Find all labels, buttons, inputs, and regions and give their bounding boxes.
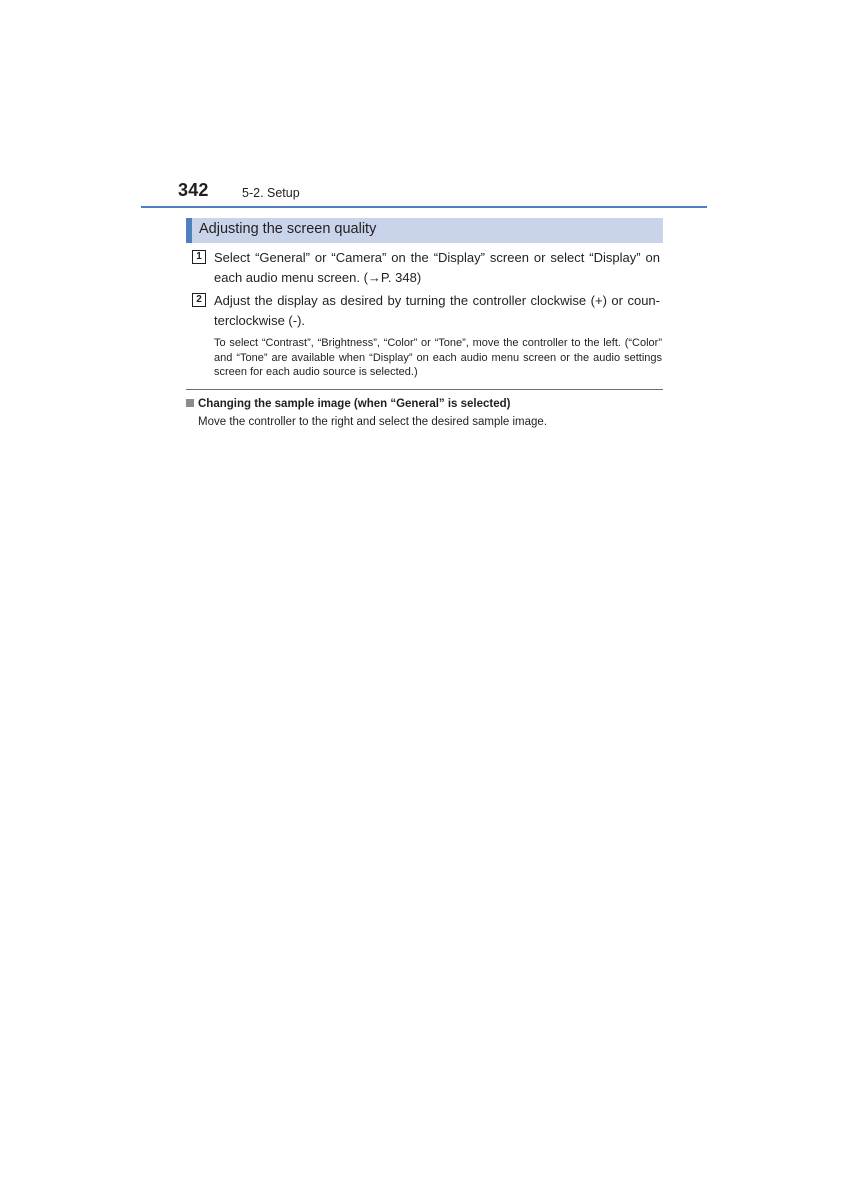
step-number-box: 1: [192, 250, 206, 264]
section-divider: [186, 389, 663, 390]
step-text: Adjust the display as desired by turning the controller clockwise (+) or coun-terclockwise (-).: [214, 293, 660, 328]
info-body: Move the controller to the right and select the desired sample image.: [198, 416, 548, 428]
section-heading: [186, 218, 663, 243]
info-heading-text: Changing the sample image (when “General” is selected): [198, 398, 511, 410]
step-text: Select “General” or “Camera” on the “Display” screen or select “Display” on each audio menu screen. (→P. 348): [214, 250, 660, 285]
section-label: 5-2. Setup: [242, 186, 300, 200]
section-heading-title: Adjusting the screen quality: [199, 221, 377, 237]
square-bullet-icon: [186, 399, 194, 407]
step-note: To select “Contrast”, “Brightness”, “Color” or “Tone”, move the controller to the left. (“Color” and “Tone” are available when “Display” on each audio menu screen or the audio settings screen for each audio source is selected.): [214, 337, 662, 378]
step-number-box: 2: [192, 293, 206, 307]
info-heading: [186, 398, 511, 410]
header-divider: [141, 206, 707, 208]
page-number: 342: [178, 180, 209, 200]
